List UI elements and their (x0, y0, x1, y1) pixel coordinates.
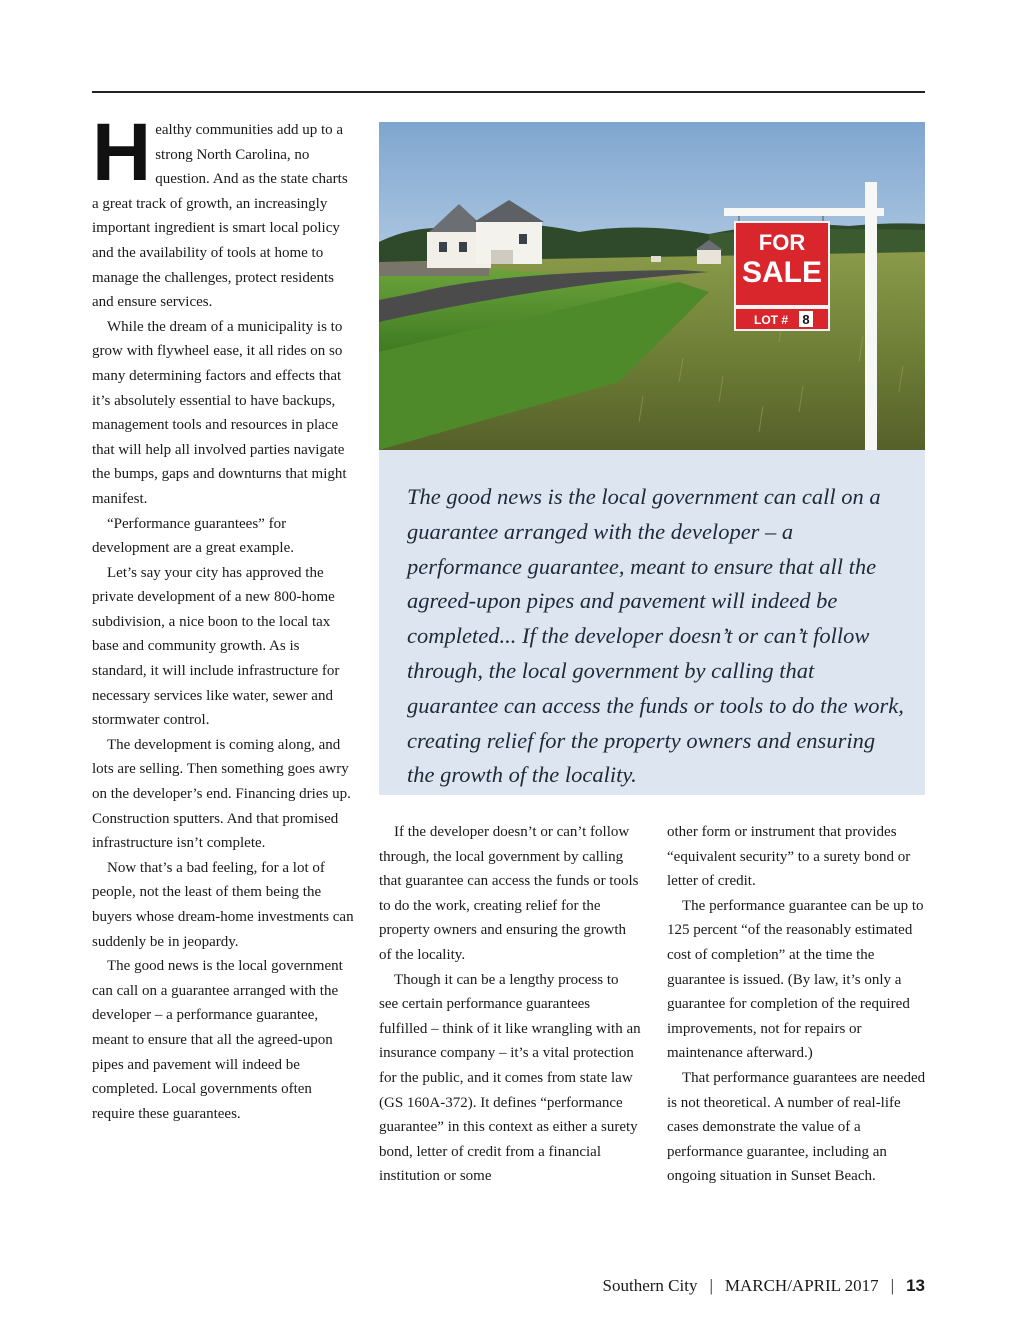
top-rule (92, 91, 925, 93)
paragraph: other form or instrument that provides “equivalent security” to a surety bond or letter of credit. (667, 824, 911, 890)
paragraph: Let’s say your city has approved the private development of a new 800-home subdivision, a nice boon to the local tax base and community growth. As is standard, it will include infrastructure for necessary services like water, sewer and stormwater control. (92, 564, 340, 729)
article-column-3 (667, 820, 929, 1189)
drop-cap: H (92, 107, 152, 198)
opening-paragraph (92, 107, 354, 315)
paragraph: Though it can be a lengthy process to see certain performance guarantees fulfilled – think of it like wrangling with an insurance company – it’s a vital protection for the public, and it comes from state law (GS 160A-372). It defines “performance guarantee” in this context as either a surety bond, letter of credit from a financial institution or some (379, 971, 641, 1185)
issue-date: MARCH/APRIL 2017 (724, 1276, 879, 1295)
pull-quote-box (379, 450, 925, 795)
paragraph-text: ealthy communities add up to a strong North Carolina, no question. And as the state charts a great track of growth, an increasingly important ingredient is smart local policy and the availability of tools at home to manage the challenges, protect residents and ensure services. (92, 122, 348, 311)
footer-separator: | (709, 1276, 713, 1295)
magazine-name: Southern City (602, 1276, 698, 1295)
article-column-1 (92, 107, 354, 1126)
paragraph: The good news is the local government can call on a guarantee arranged with the developer – a performance guarantee, meant to ensure that all the agreed-upon pipes and pavement will indeed be completed. Local governments often require these guarantees. (92, 958, 343, 1122)
for-sale-lot-photo (379, 122, 925, 450)
sign-sale-text: SALE (741, 256, 823, 289)
paragraph: While the dream of a municipality is to grow with flywheel ease, it all rides on so many determining factors and effects that it’s absolutely essential to have backups, management tools and resources in place that will help all involved parties navigate the bumps, gaps and downturns that might manifest. (92, 318, 347, 507)
footer-separator: | (890, 1276, 895, 1295)
paragraph: That performance guarantees are needed is not theoretical. A number of real-life cases demonstrate the value of a performance guarantee, including an ongoing situation in Sunset Beach. (667, 1069, 926, 1185)
paragraph: Now that’s a bad feeling, for a lot of people, not the least of them being the buyers whose dream-home investments can suddenly be in jeopardy. (92, 859, 354, 950)
paragraph: “Performance guarantees” for development are a great example. (92, 515, 294, 557)
paragraph: The development is coming along, and lots are selling. Then something goes awry on the developer’s end. Financing dries up. Construction sputters. And that promised infrastructure isn’t complete. (92, 736, 351, 852)
page-footer (603, 1276, 925, 1296)
pull-quote-text: The good news is the local government can call on a guarantee arranged with the developer – a performance guarantee, meant to ensure that all the agreed-upon pipes and pavement will indeed be completed... If the developer doesn’t or can’t follow through, the local government by calling that guarantee can access the funds or tools to do the work, creating relief for the property owners and ensuring the growth of the locality. (407, 484, 904, 788)
paragraph: If the developer doesn’t or can’t follow through, the local government by calling that guarantee can access the funds or tools to do the work, creating relief for the property owners and ensuring the growth of the locality. (379, 824, 639, 963)
article-column-2 (379, 820, 641, 1189)
paragraph: The performance guarantee can be up to 125 percent “of the reasonably estimated cost of completion” at the time the guarantee is issued. (By law, it’s only a guarantee for completion of the required improvements, not for repairs or maintenance afterward.) (667, 897, 924, 1062)
page-number: 13 (906, 1276, 925, 1295)
lot-number-text: 8 (802, 312, 810, 327)
lot-label-text: LOT # (753, 313, 789, 327)
sign-for-text: FOR (758, 230, 806, 255)
